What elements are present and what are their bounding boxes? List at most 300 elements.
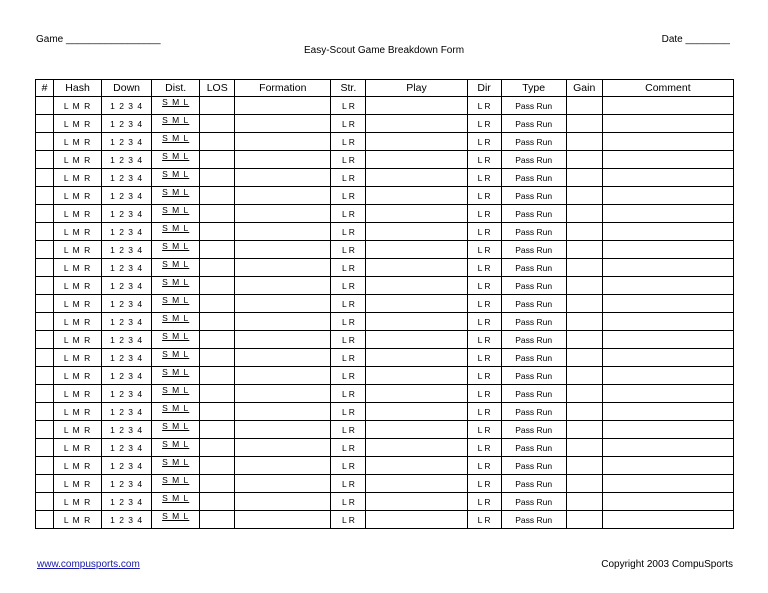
gain-cell[interactable] (566, 403, 602, 421)
los-cell[interactable] (200, 457, 235, 475)
type-options: Pass Run (515, 388, 553, 399)
hash-cell (54, 187, 102, 205)
copyright-text: Copyright 2003 CompuSports (601, 559, 733, 570)
play-cell[interactable] (366, 331, 467, 349)
strength-cell (331, 385, 366, 403)
play-cell[interactable] (366, 403, 467, 421)
los-cell[interactable] (200, 511, 235, 529)
comment-cell[interactable] (602, 97, 733, 115)
down-cell (102, 385, 152, 403)
direction-cell (467, 313, 501, 331)
gain-cell[interactable] (566, 475, 602, 493)
direction-options: L R (477, 478, 491, 489)
hash-cell (54, 259, 102, 277)
table-row (36, 97, 734, 115)
gain-cell[interactable] (566, 259, 602, 277)
comment-cell[interactable] (602, 223, 733, 241)
direction-cell (467, 367, 501, 385)
type-options: Pass Run (515, 406, 553, 417)
hash-options: L M R (63, 370, 92, 381)
direction-options: L R (477, 406, 491, 417)
strength-options: L R (341, 406, 355, 417)
formation-cell[interactable] (235, 493, 331, 511)
type-cell (501, 115, 566, 133)
type-options: Pass Run (515, 442, 553, 453)
comment-cell[interactable] (602, 277, 733, 295)
hash-cell (54, 313, 102, 331)
strength-options: L R (341, 244, 355, 255)
type-options: Pass Run (515, 370, 553, 381)
play-cell[interactable] (366, 421, 467, 439)
comment-cell[interactable] (602, 493, 733, 511)
los-cell[interactable] (200, 205, 235, 223)
play-cell[interactable] (366, 169, 467, 187)
formation-cell[interactable] (235, 457, 331, 475)
strength-cell (331, 205, 366, 223)
down-cell (102, 241, 152, 259)
strength-cell (331, 493, 366, 511)
formation-cell[interactable] (235, 205, 331, 223)
los-cell[interactable] (200, 169, 235, 187)
direction-cell (467, 421, 501, 439)
los-cell[interactable] (200, 115, 235, 133)
distance-options: S M L (162, 367, 190, 377)
strength-options: L R (341, 190, 355, 201)
play-cell[interactable] (366, 241, 467, 259)
direction-options: L R (477, 100, 491, 111)
formation-cell[interactable] (235, 151, 331, 169)
column-header-distance: Dist. (152, 80, 200, 97)
direction-cell (467, 457, 501, 475)
comment-cell[interactable] (602, 205, 733, 223)
hash-cell (54, 493, 102, 511)
row-number-cell (36, 223, 54, 241)
strength-cell (331, 511, 366, 529)
formation-cell[interactable] (235, 169, 331, 187)
type-options: Pass Run (515, 100, 553, 111)
direction-options: L R (477, 388, 491, 399)
direction-options: L R (477, 496, 491, 507)
gain-cell[interactable] (566, 439, 602, 457)
los-cell[interactable] (200, 385, 235, 403)
los-cell[interactable] (200, 259, 235, 277)
los-cell[interactable] (200, 241, 235, 259)
formation-cell[interactable] (235, 223, 331, 241)
comment-cell[interactable] (602, 439, 733, 457)
dist-cell (152, 313, 200, 331)
direction-options: L R (477, 424, 491, 435)
table-row (36, 223, 734, 241)
strength-options: L R (341, 208, 355, 219)
hash-cell (54, 277, 102, 295)
formation-cell[interactable] (235, 241, 331, 259)
down-cell (102, 439, 152, 457)
dist-cell (152, 151, 200, 169)
play-cell[interactable] (366, 151, 467, 169)
type-options: Pass Run (515, 226, 553, 237)
table-row (36, 277, 734, 295)
row-number-cell (36, 421, 54, 439)
direction-cell (467, 349, 501, 367)
type-cell (501, 277, 566, 295)
formation-cell[interactable] (235, 385, 331, 403)
comment-cell[interactable] (602, 295, 733, 313)
direction-options: L R (477, 118, 491, 129)
type-cell (501, 439, 566, 457)
los-cell[interactable] (200, 421, 235, 439)
comment-cell[interactable] (602, 475, 733, 493)
distance-options: S M L (162, 241, 190, 251)
hash-cell (54, 241, 102, 259)
formation-cell[interactable] (235, 115, 331, 133)
dist-cell (152, 403, 200, 421)
down-options: 1 2 3 4 (110, 370, 144, 381)
direction-cell (467, 133, 501, 151)
formation-cell[interactable] (235, 313, 331, 331)
down-cell (102, 313, 152, 331)
formation-cell[interactable] (235, 97, 331, 115)
play-cell[interactable] (366, 97, 467, 115)
down-options: 1 2 3 4 (110, 478, 144, 489)
gain-cell[interactable] (566, 313, 602, 331)
strength-cell (331, 403, 366, 421)
comment-cell[interactable] (602, 115, 733, 133)
down-cell (102, 493, 152, 511)
type-cell (501, 331, 566, 349)
down-cell (102, 511, 152, 529)
gain-cell[interactable] (566, 241, 602, 259)
gain-cell[interactable] (566, 457, 602, 475)
strength-options: L R (341, 388, 355, 399)
down-options: 1 2 3 4 (110, 244, 144, 255)
strength-options: L R (341, 154, 355, 165)
gain-cell[interactable] (566, 169, 602, 187)
type-options: Pass Run (515, 352, 553, 363)
column-header-number: # (36, 80, 54, 97)
column-header-hash: Hash (54, 80, 102, 97)
gain-cell[interactable] (566, 331, 602, 349)
formation-cell[interactable] (235, 403, 331, 421)
formation-cell[interactable] (235, 475, 331, 493)
table-row (36, 259, 734, 277)
strength-options: L R (341, 496, 355, 507)
strength-options: L R (341, 172, 355, 183)
down-options: 1 2 3 4 (110, 352, 144, 363)
row-number-cell (36, 241, 54, 259)
direction-cell (467, 187, 501, 205)
row-number-cell (36, 367, 54, 385)
gain-cell[interactable] (566, 205, 602, 223)
distance-options: S M L (162, 385, 190, 395)
row-number-cell (36, 439, 54, 457)
hash-options: L M R (63, 226, 92, 237)
type-options: Pass Run (515, 244, 553, 255)
gain-cell[interactable] (566, 493, 602, 511)
los-cell[interactable] (200, 493, 235, 511)
gain-cell[interactable] (566, 97, 602, 115)
strength-cell (331, 439, 366, 457)
down-options: 1 2 3 4 (110, 442, 144, 453)
comment-cell[interactable] (602, 367, 733, 385)
strength-options: L R (341, 442, 355, 453)
hash-cell (54, 223, 102, 241)
comment-cell[interactable] (602, 403, 733, 421)
distance-options: S M L (162, 151, 190, 161)
date-field-label: Date ________ (661, 34, 730, 45)
gain-cell[interactable] (566, 511, 602, 529)
strength-cell (331, 331, 366, 349)
row-number-cell (36, 313, 54, 331)
formation-cell[interactable] (235, 133, 331, 151)
table-row (36, 367, 734, 385)
dist-cell (152, 241, 200, 259)
direction-cell (467, 331, 501, 349)
down-options: 1 2 3 4 (110, 190, 144, 201)
play-cell[interactable] (366, 493, 467, 511)
row-number-cell (36, 133, 54, 151)
comment-cell[interactable] (602, 313, 733, 331)
los-cell[interactable] (200, 439, 235, 457)
strength-cell (331, 277, 366, 295)
dist-cell (152, 421, 200, 439)
comment-cell[interactable] (602, 385, 733, 403)
hash-cell (54, 385, 102, 403)
dist-cell (152, 331, 200, 349)
column-header-direction: Dir (467, 80, 501, 97)
row-number-cell (36, 151, 54, 169)
distance-options: S M L (162, 259, 190, 269)
down-cell (102, 295, 152, 313)
los-cell[interactable] (200, 133, 235, 151)
type-options: Pass Run (515, 298, 553, 309)
direction-cell (467, 385, 501, 403)
los-cell[interactable] (200, 475, 235, 493)
dist-cell (152, 277, 200, 295)
comment-cell[interactable] (602, 169, 733, 187)
row-number-cell (36, 205, 54, 223)
formation-cell[interactable] (235, 295, 331, 313)
row-number-cell (36, 457, 54, 475)
hash-options: L M R (63, 352, 92, 363)
table-row (36, 385, 734, 403)
down-cell (102, 97, 152, 115)
distance-options: S M L (162, 313, 190, 323)
comment-cell[interactable] (602, 457, 733, 475)
direction-cell (467, 295, 501, 313)
type-cell (501, 367, 566, 385)
hash-cell (54, 475, 102, 493)
formation-cell[interactable] (235, 439, 331, 457)
direction-options: L R (477, 190, 491, 201)
comment-cell[interactable] (602, 421, 733, 439)
direction-options: L R (477, 154, 491, 165)
distance-options: S M L (162, 493, 190, 503)
type-cell (501, 493, 566, 511)
down-cell (102, 205, 152, 223)
comment-cell[interactable] (602, 187, 733, 205)
formation-cell[interactable] (235, 277, 331, 295)
play-cell[interactable] (366, 259, 467, 277)
los-cell[interactable] (200, 313, 235, 331)
down-cell (102, 367, 152, 385)
play-cell[interactable] (366, 277, 467, 295)
table-row (36, 493, 734, 511)
hash-options: L M R (63, 280, 92, 291)
row-number-cell (36, 295, 54, 313)
direction-options: L R (477, 460, 491, 471)
los-cell[interactable] (200, 277, 235, 295)
los-cell[interactable] (200, 367, 235, 385)
los-cell[interactable] (200, 349, 235, 367)
strength-cell (331, 115, 366, 133)
down-options: 1 2 3 4 (110, 406, 144, 417)
play-cell[interactable] (366, 205, 467, 223)
gain-cell[interactable] (566, 421, 602, 439)
comment-cell[interactable] (602, 259, 733, 277)
direction-options: L R (477, 172, 491, 183)
column-header-type: Type (501, 80, 566, 97)
formation-cell[interactable] (235, 349, 331, 367)
direction-cell (467, 223, 501, 241)
formation-cell[interactable] (235, 331, 331, 349)
play-cell[interactable] (366, 223, 467, 241)
play-cell[interactable] (366, 439, 467, 457)
gain-cell[interactable] (566, 277, 602, 295)
formation-cell[interactable] (235, 421, 331, 439)
strength-options: L R (341, 460, 355, 471)
table-row (36, 511, 734, 529)
row-number-cell (36, 511, 54, 529)
hash-options: L M R (63, 388, 92, 399)
hash-cell (54, 115, 102, 133)
hash-options: L M R (63, 424, 92, 435)
los-cell[interactable] (200, 295, 235, 313)
direction-cell (467, 403, 501, 421)
distance-options: S M L (162, 295, 190, 305)
gain-cell[interactable] (566, 385, 602, 403)
dist-cell (152, 349, 200, 367)
gain-cell[interactable] (566, 115, 602, 133)
down-options: 1 2 3 4 (110, 208, 144, 219)
los-cell[interactable] (200, 223, 235, 241)
column-header-los: LOS (200, 80, 235, 97)
row-number-cell (36, 115, 54, 133)
los-cell[interactable] (200, 187, 235, 205)
los-cell[interactable] (200, 97, 235, 115)
table-row (36, 439, 734, 457)
gain-cell[interactable] (566, 187, 602, 205)
down-cell (102, 223, 152, 241)
comment-cell[interactable] (602, 133, 733, 151)
play-cell[interactable] (366, 367, 467, 385)
direction-options: L R (477, 262, 491, 273)
gain-cell[interactable] (566, 133, 602, 151)
play-cell[interactable] (366, 133, 467, 151)
compusports-link[interactable]: www.compusports.com (37, 559, 140, 570)
los-cell[interactable] (200, 403, 235, 421)
play-cell[interactable] (366, 187, 467, 205)
down-cell (102, 457, 152, 475)
type-cell (501, 295, 566, 313)
strength-options: L R (341, 298, 355, 309)
down-cell (102, 331, 152, 349)
type-cell (501, 133, 566, 151)
down-options: 1 2 3 4 (110, 334, 144, 345)
gain-cell[interactable] (566, 367, 602, 385)
gain-cell[interactable] (566, 295, 602, 313)
hash-options: L M R (63, 262, 92, 273)
hash-options: L M R (63, 118, 92, 129)
down-options: 1 2 3 4 (110, 154, 144, 165)
play-cell[interactable] (366, 385, 467, 403)
strength-options: L R (341, 118, 355, 129)
hash-options: L M R (63, 208, 92, 219)
distance-options: S M L (162, 115, 190, 125)
play-cell[interactable] (366, 115, 467, 133)
dist-cell (152, 439, 200, 457)
formation-cell[interactable] (235, 367, 331, 385)
table-row (36, 295, 734, 313)
play-cell[interactable] (366, 457, 467, 475)
comment-cell[interactable] (602, 511, 733, 529)
direction-cell (467, 475, 501, 493)
down-cell (102, 403, 152, 421)
down-cell (102, 349, 152, 367)
play-cell[interactable] (366, 349, 467, 367)
strength-cell (331, 295, 366, 313)
gain-cell[interactable] (566, 349, 602, 367)
los-cell[interactable] (200, 151, 235, 169)
gain-cell[interactable] (566, 223, 602, 241)
formation-cell[interactable] (235, 259, 331, 277)
down-options: 1 2 3 4 (110, 514, 144, 525)
row-number-cell (36, 169, 54, 187)
play-cell[interactable] (366, 511, 467, 529)
row-number-cell (36, 475, 54, 493)
dist-cell (152, 205, 200, 223)
type-cell (501, 511, 566, 529)
hash-cell (54, 331, 102, 349)
comment-cell[interactable] (602, 349, 733, 367)
gain-cell[interactable] (566, 151, 602, 169)
column-header-comment: Comment (602, 80, 733, 97)
strength-cell (331, 475, 366, 493)
direction-cell (467, 97, 501, 115)
down-cell (102, 133, 152, 151)
type-options: Pass Run (515, 172, 553, 183)
play-cell[interactable] (366, 295, 467, 313)
type-cell (501, 241, 566, 259)
formation-cell[interactable] (235, 187, 331, 205)
formation-cell[interactable] (235, 511, 331, 529)
play-cell[interactable] (366, 313, 467, 331)
los-cell[interactable] (200, 331, 235, 349)
comment-cell[interactable] (602, 331, 733, 349)
comment-cell[interactable] (602, 241, 733, 259)
table-row (36, 457, 734, 475)
distance-options: S M L (162, 403, 190, 413)
distance-options: S M L (162, 511, 190, 521)
type-cell (501, 313, 566, 331)
hash-options: L M R (63, 136, 92, 147)
strength-cell (331, 133, 366, 151)
strength-cell (331, 313, 366, 331)
comment-cell[interactable] (602, 151, 733, 169)
play-cell[interactable] (366, 475, 467, 493)
hash-cell (54, 511, 102, 529)
down-options: 1 2 3 4 (110, 280, 144, 291)
down-options: 1 2 3 4 (110, 226, 144, 237)
